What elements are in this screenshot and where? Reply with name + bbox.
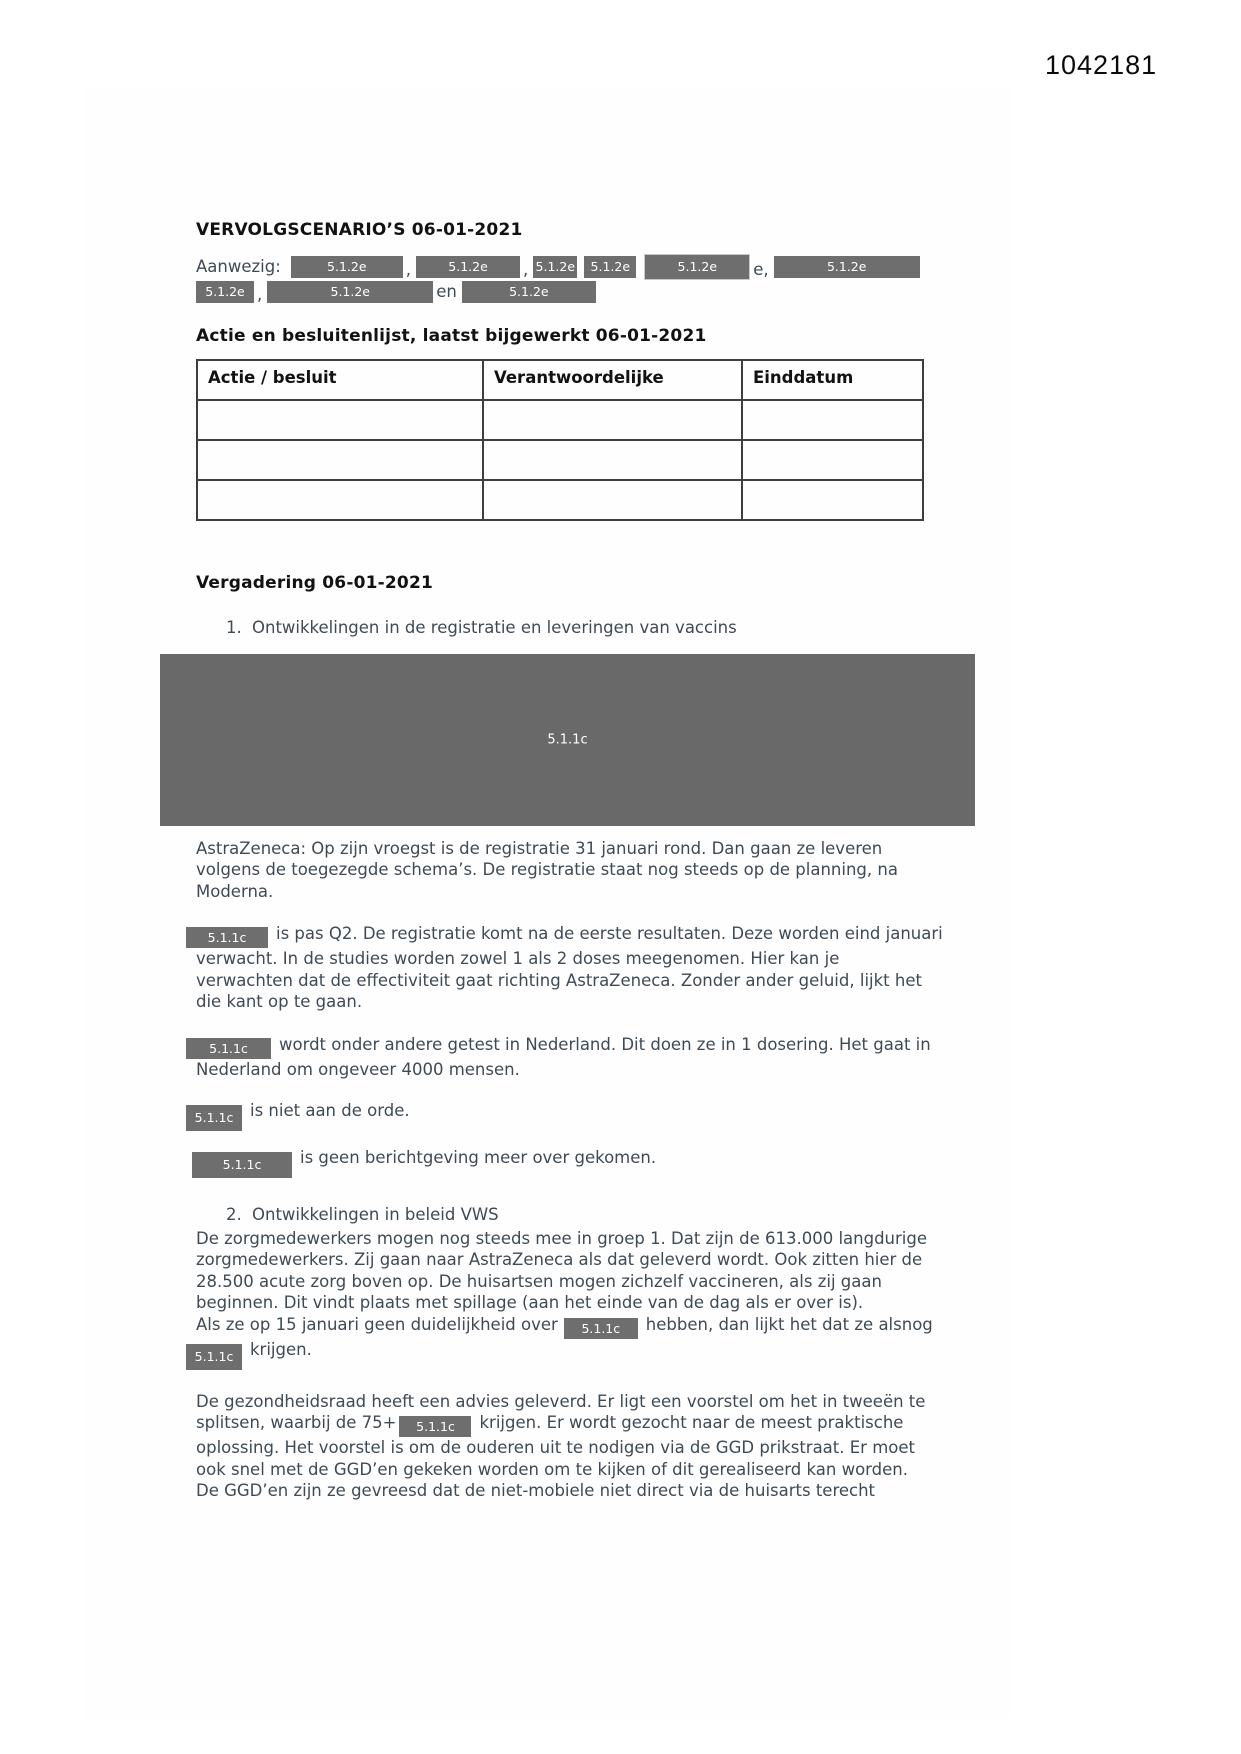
table-header-row <box>197 360 923 400</box>
text-line: volgens de toegezegde schema’s. De registratie staat nog steeds op de planning, na <box>196 860 898 879</box>
table-cell <box>483 480 742 520</box>
paragraph-q2 <box>196 923 956 1013</box>
redaction-box: 5.1.1c <box>186 1038 271 1059</box>
text-line: beginnen. Dit vindt plaats met spillage (aan het einde van de dag als er over is). <box>196 1293 864 1312</box>
redaction-box: 5.1.1c <box>564 1318 638 1339</box>
separator-comma: , <box>523 259 529 279</box>
table-cell <box>742 440 923 480</box>
text-line: krijgen. Er wordt gezocht naar de meest praktische <box>479 1413 904 1432</box>
agenda-item-2-number: 2. <box>226 1205 242 1224</box>
agenda-item-1 <box>196 617 956 639</box>
separator-comma: , <box>405 259 412 279</box>
text-line: splitsen, waarbij de 75+ <box>196 1413 397 1432</box>
text-line: 28.500 acute zorg boven op. De huisartsen mogen zichzelf vaccineren, als zij gaan <box>196 1271 882 1291</box>
agenda-item-2 <box>196 1204 956 1226</box>
text-line: AstraZeneca: Op zijn vroegst is de registratie 31 januari rond. Dan gaan ze leveren <box>196 838 883 858</box>
paragraph-astrazeneca <box>196 838 956 903</box>
text-line: verwacht. In de studies worden zowel 1 als 2 doses meegenomen. Hier kan je <box>196 949 840 968</box>
attendees-label: Aanwezig: <box>196 256 281 276</box>
text-line: Als ze op 15 januari geen duidelijkheid over <box>196 1314 558 1334</box>
table-row <box>197 400 923 440</box>
meeting-heading: Vergadering 06-01-2021 <box>196 573 434 593</box>
redaction-box: 5.1.2e <box>533 256 577 278</box>
table-row <box>197 480 923 520</box>
redaction-box: 5.1.2e <box>774 256 920 278</box>
actions-heading: Actie en besluitenlijst, laatst bijgewerkt 06-01-2021 <box>196 326 707 346</box>
separator-comma: , <box>257 284 263 304</box>
paragraph-nederland-test <box>196 1034 956 1081</box>
text-line: De zorgmedewerkers mogen nog steeds mee in groep 1. Dat zijn de 613.000 langdurige <box>196 1228 928 1248</box>
table-cell <box>197 480 483 520</box>
text-line: ook snel met de GGD’en gekeken worden om te kijken of dit gerealiseerd kan worden. <box>196 1459 909 1479</box>
paragraph-zorgmedewerkers <box>196 1228 956 1370</box>
partial-text: e, <box>753 259 769 279</box>
table-cell <box>483 400 742 440</box>
table-cell <box>742 400 923 440</box>
actions-table <box>196 359 924 521</box>
text-line: wordt onder andere getest in Nederland. Dit doen ze in 1 dosering. Het gaat in <box>279 1034 931 1054</box>
redaction-box: 5.1.1c <box>186 1344 242 1370</box>
text-line: Nederland om ongeveer 4000 mensen. <box>196 1059 520 1079</box>
document-number: 1042181 <box>1045 50 1158 80</box>
text-line: verwachten dat de effectiviteit gaat richting AstraZeneca. Zonder ander geluid, lijkt het <box>196 970 922 990</box>
text-line: is niet aan de orde. <box>250 1101 410 1120</box>
redaction-box: 5.1.2e <box>644 254 750 280</box>
redaction-box: 5.1.2e <box>416 256 520 278</box>
paragraph-gezondheidsraad <box>196 1391 956 1502</box>
attendees-line-2 <box>196 279 956 304</box>
attendees-line-1 <box>196 254 956 279</box>
text-line: zorgmedewerkers. Zij gaan naar AstraZeneca als dat geleverd wordt. Ook zitten hier de <box>196 1250 923 1269</box>
redaction-box: 5.1.1c <box>186 1105 242 1131</box>
document-title: VERVOLGSCENARIO’S 06-01-2021 <box>196 220 523 240</box>
redaction-box: 5.1.2e <box>267 281 433 303</box>
redaction-box: 5.1.1c <box>186 927 268 948</box>
agenda-item-1-label: Ontwikkelingen in de registratie en leveringen van vaccins <box>252 618 737 637</box>
text-line: De GGD’en zijn ze gevreesd dat de niet-mobiele niet direct via de huisarts terecht <box>196 1481 876 1500</box>
text-line: is geen berichtgeving meer over gekomen. <box>300 1148 657 1167</box>
redaction-box: 5.1.2e <box>196 281 254 303</box>
table-cell <box>483 440 742 480</box>
text-line: Moderna. <box>196 881 274 901</box>
attendees-section <box>196 254 956 304</box>
redaction-box: 5.1.1c <box>399 1416 471 1437</box>
text-line: die kant op te gaan. <box>196 992 363 1011</box>
text-line: hebben, dan lijkt het dat ze alsnog <box>645 1314 933 1334</box>
table-cell <box>742 480 923 520</box>
redaction-block-label: 5.1.1c <box>547 731 588 747</box>
paragraph-niet-aan-de-orde <box>196 1100 956 1131</box>
redaction-box: 5.1.1c <box>192 1152 292 1178</box>
table-header-einddatum: Einddatum <box>742 360 923 400</box>
text-line: De gezondheidsraad heeft een advies geleverd. Er ligt een voorstel om het in tweeën te <box>196 1391 926 1411</box>
redaction-box: 5.1.2e <box>291 256 403 278</box>
redaction-box: 5.1.2e <box>462 281 596 303</box>
table-row <box>197 440 923 480</box>
paragraph-geen-berichtgeving <box>196 1147 956 1178</box>
text-line: is pas Q2. De registratie komt na de eerste resultaten. Deze worden eind januari <box>276 924 943 943</box>
table-cell <box>197 440 483 480</box>
redaction-box: 5.1.2e <box>584 256 636 278</box>
text-line: krijgen. <box>250 1339 312 1359</box>
redaction-block-large <box>160 654 975 826</box>
document-body <box>196 220 956 1502</box>
table-header-actie: Actie / besluit <box>197 360 483 400</box>
agenda-item-1-number: 1. <box>226 618 242 637</box>
agenda-item-2-label: Ontwikkelingen in beleid VWS <box>252 1205 499 1224</box>
text-line: oplossing. Het voorstel is om de ouderen uit te nodigen via de GGD prikstraat. Er moet <box>196 1438 915 1457</box>
conjunction-text: en <box>436 281 457 301</box>
table-cell <box>197 400 483 440</box>
table-header-verantwoordelijke: Verantwoordelijke <box>483 360 742 400</box>
